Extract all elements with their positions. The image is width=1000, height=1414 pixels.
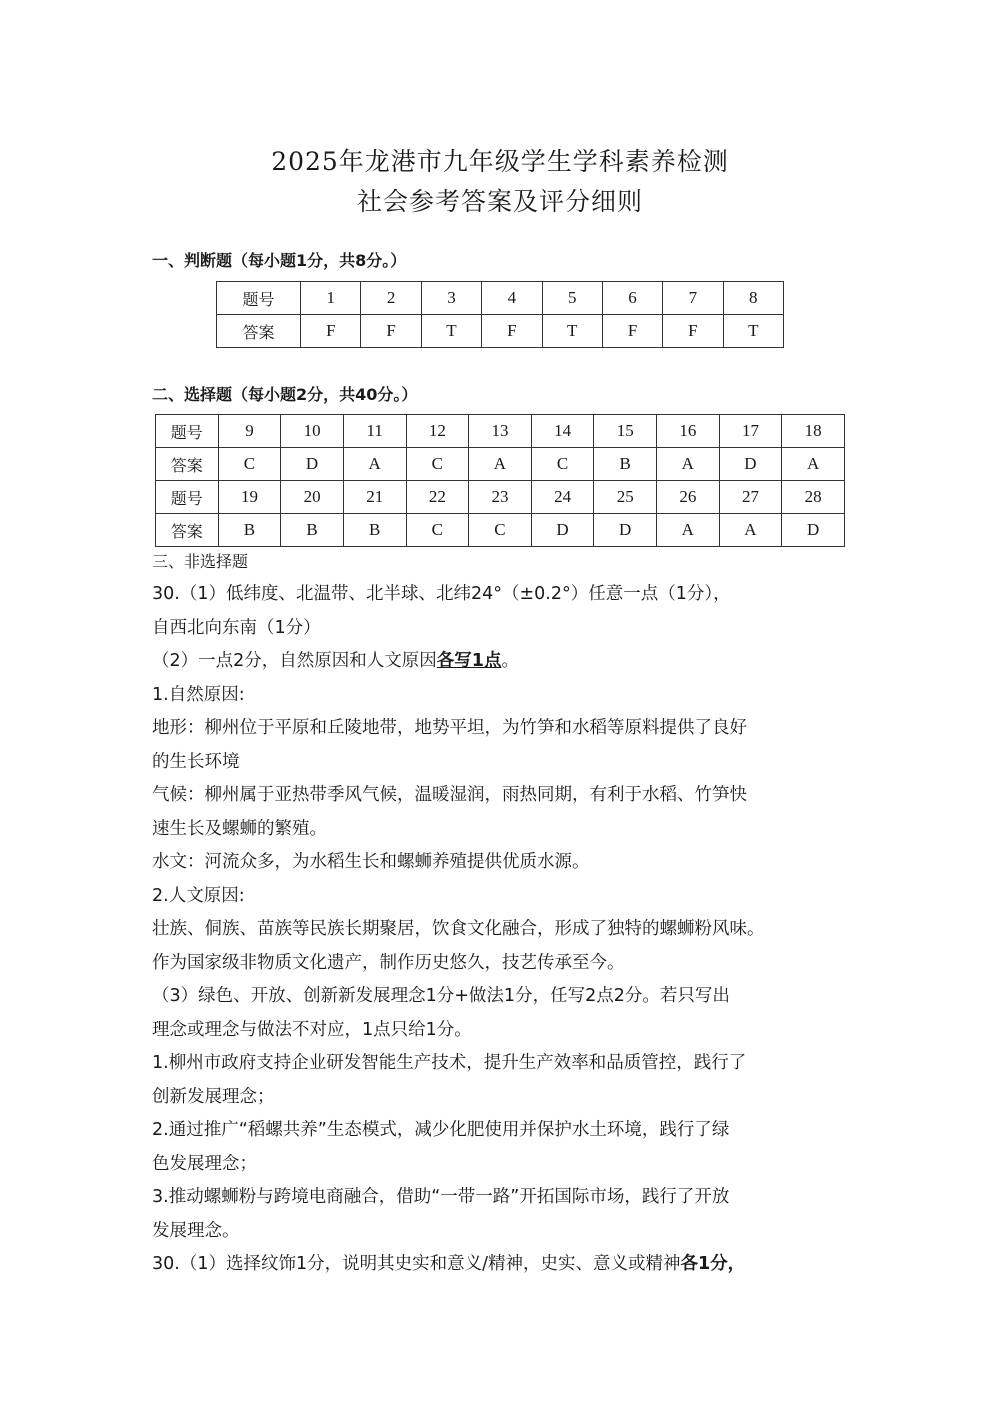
answer-cell: T	[542, 315, 602, 348]
answer-line: 理念或理念与做法不对应，1点只给1分。	[152, 1019, 472, 1040]
answer-text: 。	[501, 651, 519, 671]
answer-cell: B	[343, 514, 406, 547]
question-number: 18	[782, 415, 845, 448]
answer-cell: F	[301, 315, 361, 348]
answer-line: 2.通过推广“稻螺共养”生态模式，减少化肥使用并保护水土环境，践行了绿	[152, 1120, 730, 1140]
question-number: 20	[281, 481, 344, 514]
answer-text: 30.（1）选择纹饰1分，说明其史实和意义/精神，史实、意义或精神	[152, 1254, 681, 1274]
answer-line	[152, 1248, 852, 1282]
answer-cell: B	[594, 448, 657, 481]
answer-cell: F	[663, 315, 723, 348]
answer-cell: D	[719, 448, 782, 481]
answer-line	[152, 645, 852, 679]
answer-line: 发展理念。	[152, 1220, 240, 1241]
subheading: 1.自然原因:	[152, 684, 245, 705]
section3-heading: 三、非选择题	[152, 552, 249, 571]
answer-line: 30.（1）低纬度、北温带、北半球、北纬24°（±0.2°）任意一点（1分），	[152, 584, 731, 604]
answer-line: 速生长及螺蛳的繁殖。	[152, 818, 327, 839]
answer-cell: D	[782, 514, 845, 547]
true-false-answer-table	[216, 281, 784, 348]
answer-line: 的生长环境	[152, 751, 240, 772]
question-number: 13	[469, 415, 532, 448]
question-number: 4	[482, 282, 542, 315]
answer-line: 创新发展理念；	[152, 1086, 275, 1107]
section2-heading: 二、选择题（每小题2分，共40分。）	[152, 385, 418, 404]
answer-cell: T	[723, 315, 783, 348]
emphasis-text: 各写1点	[436, 651, 502, 671]
question-number: 10	[281, 415, 344, 448]
question-number: 5	[542, 282, 602, 315]
section1-heading: 一、判断题（每小题1分，共8分。）	[152, 251, 407, 270]
answer-line: 水文：河流众多，为水稻生长和螺蛳养殖提供优质水源。	[152, 852, 590, 872]
answer-cell: A	[782, 448, 845, 481]
question-number: 21	[343, 481, 406, 514]
question-number: 6	[602, 282, 662, 315]
question-number: 7	[663, 282, 723, 315]
answer-line: 地形：柳州位于平原和丘陵地带，地势平坦，为竹笋和水稻等原料提供了良好	[152, 718, 747, 738]
row-label: 题号	[156, 481, 219, 514]
question-number: 16	[657, 415, 720, 448]
answer-cell: F	[361, 315, 421, 348]
table-row	[217, 282, 784, 315]
question-number: 25	[594, 481, 657, 514]
answer-line: 1.柳州市政府支持企业研发智能生产技术，提升生产效率和品质管控，践行了	[152, 1053, 747, 1073]
table-row	[156, 514, 845, 547]
answer-cell: D	[281, 448, 344, 481]
answer-cell: A	[657, 514, 720, 547]
answer-cell: C	[218, 448, 281, 481]
answer-cell: C	[469, 514, 532, 547]
question-number: 28	[782, 481, 845, 514]
answer-cell: A	[719, 514, 782, 547]
question-number: 22	[406, 481, 469, 514]
question-number: 26	[657, 481, 720, 514]
question-number: 9	[218, 415, 281, 448]
table-row	[156, 448, 845, 481]
answer-cell: D	[531, 514, 594, 547]
section3-body	[152, 578, 852, 1282]
question-number: 19	[218, 481, 281, 514]
answer-text: （2）一点2分，自然原因和人文原因	[152, 651, 437, 671]
question-number: 2	[361, 282, 421, 315]
emphasis-text: 各1分，	[680, 1254, 746, 1274]
answer-line: 3.推动螺蛳粉与跨境电商融合，借助“一带一路”开拓国际市场，践行了开放	[152, 1187, 730, 1207]
question-number: 24	[531, 481, 594, 514]
document-title: 2025年龙港市九年级学生学科素养检测	[271, 147, 729, 176]
answer-line: （3）绿色、开放、创新新发展理念1分+做法1分，任写2点2分。若只写出	[152, 986, 730, 1006]
question-number: 27	[719, 481, 782, 514]
answer-line: 自西北向东南（1分）	[152, 617, 321, 638]
answer-cell: T	[421, 315, 481, 348]
answer-cell: F	[602, 315, 662, 348]
subheading: 2.人文原因:	[152, 885, 245, 906]
answer-cell: C	[406, 448, 469, 481]
row-label: 题号	[217, 282, 301, 315]
answer-cell: B	[218, 514, 281, 547]
question-number: 8	[723, 282, 783, 315]
table-row	[217, 315, 784, 348]
answer-line: 气候：柳州属于亚热带季风气候，温暖湿润，雨热同期，有利于水稻、竹笋快	[152, 785, 747, 805]
answer-cell: A	[343, 448, 406, 481]
answer-cell: C	[531, 448, 594, 481]
row-label: 题号	[156, 415, 219, 448]
question-number: 1	[301, 282, 361, 315]
question-number: 3	[421, 282, 481, 315]
answer-line: 色发展理念；	[152, 1153, 257, 1174]
table-row	[156, 415, 845, 448]
answer-cell: D	[594, 514, 657, 547]
row-label: 答案	[217, 315, 301, 348]
question-number: 17	[719, 415, 782, 448]
answer-cell: C	[406, 514, 469, 547]
answer-line: 作为国家级非物质文化遗产，制作历史悠久，技艺传承至今。	[152, 952, 625, 973]
answer-cell: A	[657, 448, 720, 481]
question-number: 23	[469, 481, 532, 514]
question-number: 11	[343, 415, 406, 448]
answer-line: 壮族、侗族、苗族等民族长期聚居，饮食文化融合，形成了独特的螺蛳粉风味。	[152, 919, 765, 939]
answer-cell: F	[482, 315, 542, 348]
question-number: 12	[406, 415, 469, 448]
document-subtitle: 社会参考答案及评分细则	[356, 187, 643, 216]
row-label: 答案	[156, 448, 219, 481]
multiple-choice-answer-table	[155, 414, 845, 547]
row-label: 答案	[156, 514, 219, 547]
answer-cell: A	[469, 448, 532, 481]
answer-cell: B	[281, 514, 344, 547]
question-number: 15	[594, 415, 657, 448]
table-row	[156, 481, 845, 514]
question-number: 14	[531, 415, 594, 448]
